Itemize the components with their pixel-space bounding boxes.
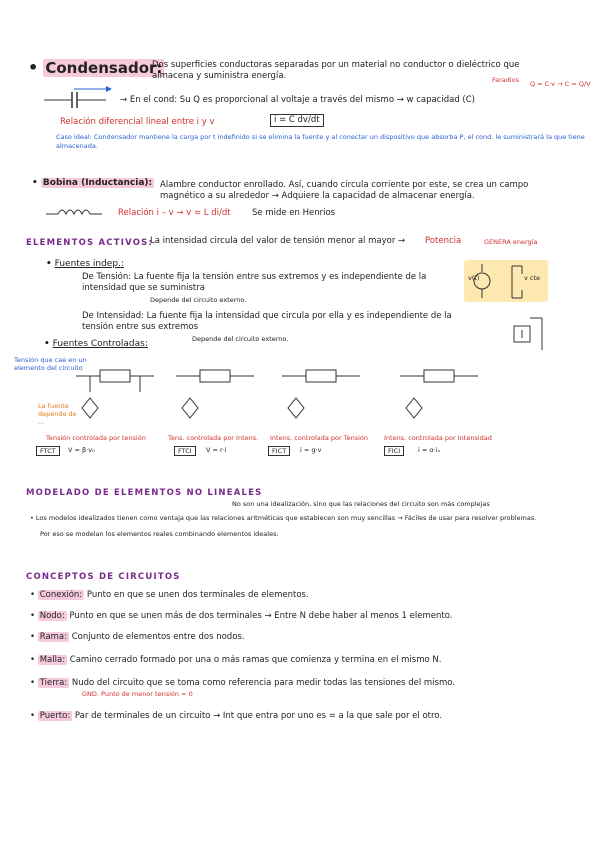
ctrl-label-2: Tens. controlada por Intens. (168, 434, 259, 442)
ctrl-source-circuit-4 (400, 360, 480, 422)
concepto-conexion: • Conexión: Punto en que se unen dos terminales de elementos. (30, 590, 309, 600)
voltage-source-symbols (464, 260, 548, 302)
concepto-nodo: • Nodo: Punto en que se unen más de dos terminales → Entre N debe haber al menos 1 elemento. (30, 611, 453, 621)
concepto-rama: • Rama: Conjunto de elementos entre dos nodos. (30, 632, 245, 642)
modelado-bullet-1: • Los modelos idealizados tienen como ventaja que las relaciones aritméticas que establecen son muy sencillas → Fáciles de usar para resolver problemas. (30, 514, 537, 522)
inductor-symbol-icon (46, 204, 106, 220)
modelado-bullet-2: Por eso se modelan los elementos reales combinando elementos ideales. (40, 530, 279, 538)
ctrl-source-circuit-1 (76, 360, 156, 422)
faradios-label: Faradios (492, 76, 520, 84)
ctrl-eq-4: i = α·iₓ (418, 446, 441, 454)
bobina-title: Bobina (Inductancia): (42, 178, 153, 188)
ctrl-eq-1: V = β·v₀ (68, 446, 95, 454)
modelado-title: MODELADO DE ELEMENTOS NO LINEALES (26, 488, 263, 498)
depends-note: La fuente depende de ... (38, 402, 77, 426)
potencia-label: Potencia (425, 236, 462, 246)
bobina-definition: Alambre conductor enrollado. Así, cuando circula corriente por este, se crea un campo magnético a su alrededor → Adquiere la capacidad de almacenar energía. (160, 180, 529, 201)
ctrl-abbr-4: FICI (384, 446, 404, 456)
fuente-tension-sub: Depende del circuito externo. (150, 296, 247, 304)
tension-note: Tensión que cae en un elemento del circuito (14, 356, 87, 372)
voltage-source-icon (468, 264, 548, 300)
capacitor-ideal-case: Caso ideal: Condensador mantiene la carga por t indefinido si se elimina la fuente y al conectar un dispositivo que absorba P, el cond. le suministrará la que tiene almacenada. (56, 133, 585, 150)
capacitor-equation: i = C dv/dt (270, 114, 324, 127)
concepto-malla: • Malla: Camino cerrado formado por una o más ramas que comienza y termina en el mismo N. (30, 655, 442, 665)
conceptos-title: CONCEPTOS DE CIRCUITOS (26, 572, 181, 582)
source-vt-label: v(t) (468, 274, 480, 282)
fuentes-indep-heading: • Fuentes indep.: (46, 259, 124, 269)
concepto-puerto: • Puerto: Par de terminales de un circuito → Int que entra por uno es = a la que sale por el otro. (30, 711, 443, 721)
source-vcte-label: v cte (524, 274, 541, 282)
inductor-relation: Relación i – v → v = L di/dt (118, 208, 231, 218)
henrios-note: Se mide en Henrios (252, 208, 336, 218)
ctrl-source-circuit-3 (282, 360, 362, 422)
fuente-intensidad-text: De Intensidad: La fuente fija la intensidad que circula por ella y es independiente de la tensión entre sus extremos (82, 311, 452, 332)
ctrl-label-4: Intens. controlada por Intensidad (384, 434, 492, 442)
fuentes-ctrl-heading: • Fuentes Controladas: (44, 339, 148, 349)
concepto-tierra: • Tierra: Nudo del circuito que se toma como referencia para medir todas las tensiones del mismo. (30, 678, 455, 688)
ctrl-abbr-3: FICT (268, 446, 290, 456)
ctrl-label-1: Tensión controlada por tensión (46, 434, 146, 442)
elementos-activos-text: La intensidad circula del valor de tensión menor al mayor → (150, 236, 406, 246)
tierra-sub: GND. Punto de menor tensión = 0 (82, 690, 193, 698)
fuentes-indep-title: Fuentes indep.: (54, 259, 124, 269)
ctrl-abbr-1: FTCT (36, 446, 60, 456)
capacitance-formula: Q = C·v → C = Q/V (530, 80, 591, 88)
condensador-definition: Dos superficies conductoras separadas por un material no conductor o dieléctrico que almacena y suministra energía. (152, 60, 520, 81)
modelado-sub: No son una idealización, sino que las relaciones del circuito son más complejas (232, 500, 490, 508)
fuente-intensidad-sub: Depende del circuito externo. (192, 335, 289, 343)
bobina-heading: • Bobina (Inductancia): (32, 178, 153, 188)
elementos-activos-title: ELEMENTOS ACTIVOS: (26, 238, 154, 248)
ctrl-eq-3: i = g·v (300, 446, 322, 454)
fuentes-ctrl-title: Fuentes Controladas: (52, 339, 148, 349)
genera-label: GENERA energía (484, 238, 538, 246)
ctrl-eq-2: V = r·i (206, 446, 227, 454)
condensador-heading: • Condensador: (28, 58, 163, 77)
condensador-title: Condensador: (45, 59, 163, 77)
capacitor-symbol-icon (44, 86, 114, 110)
capacitor-charge-note: → En el cond: Su Q es proporcional al voltaje a través del mismo → w capacidad (C) (120, 95, 475, 105)
ctrl-label-3: Intens. controlada por Tensión (270, 434, 369, 442)
ctrl-source-circuit-2 (176, 360, 256, 422)
current-source-icon (512, 316, 548, 352)
capacitor-relation: Relación diferencial lineal entre i y v (60, 117, 215, 127)
ctrl-abbr-2: FTCI (174, 446, 196, 456)
fuente-tension-text: De Tensión: La fuente fija la tensión entre sus extremos y es independiente de la intensidad que se suministra (82, 272, 427, 293)
